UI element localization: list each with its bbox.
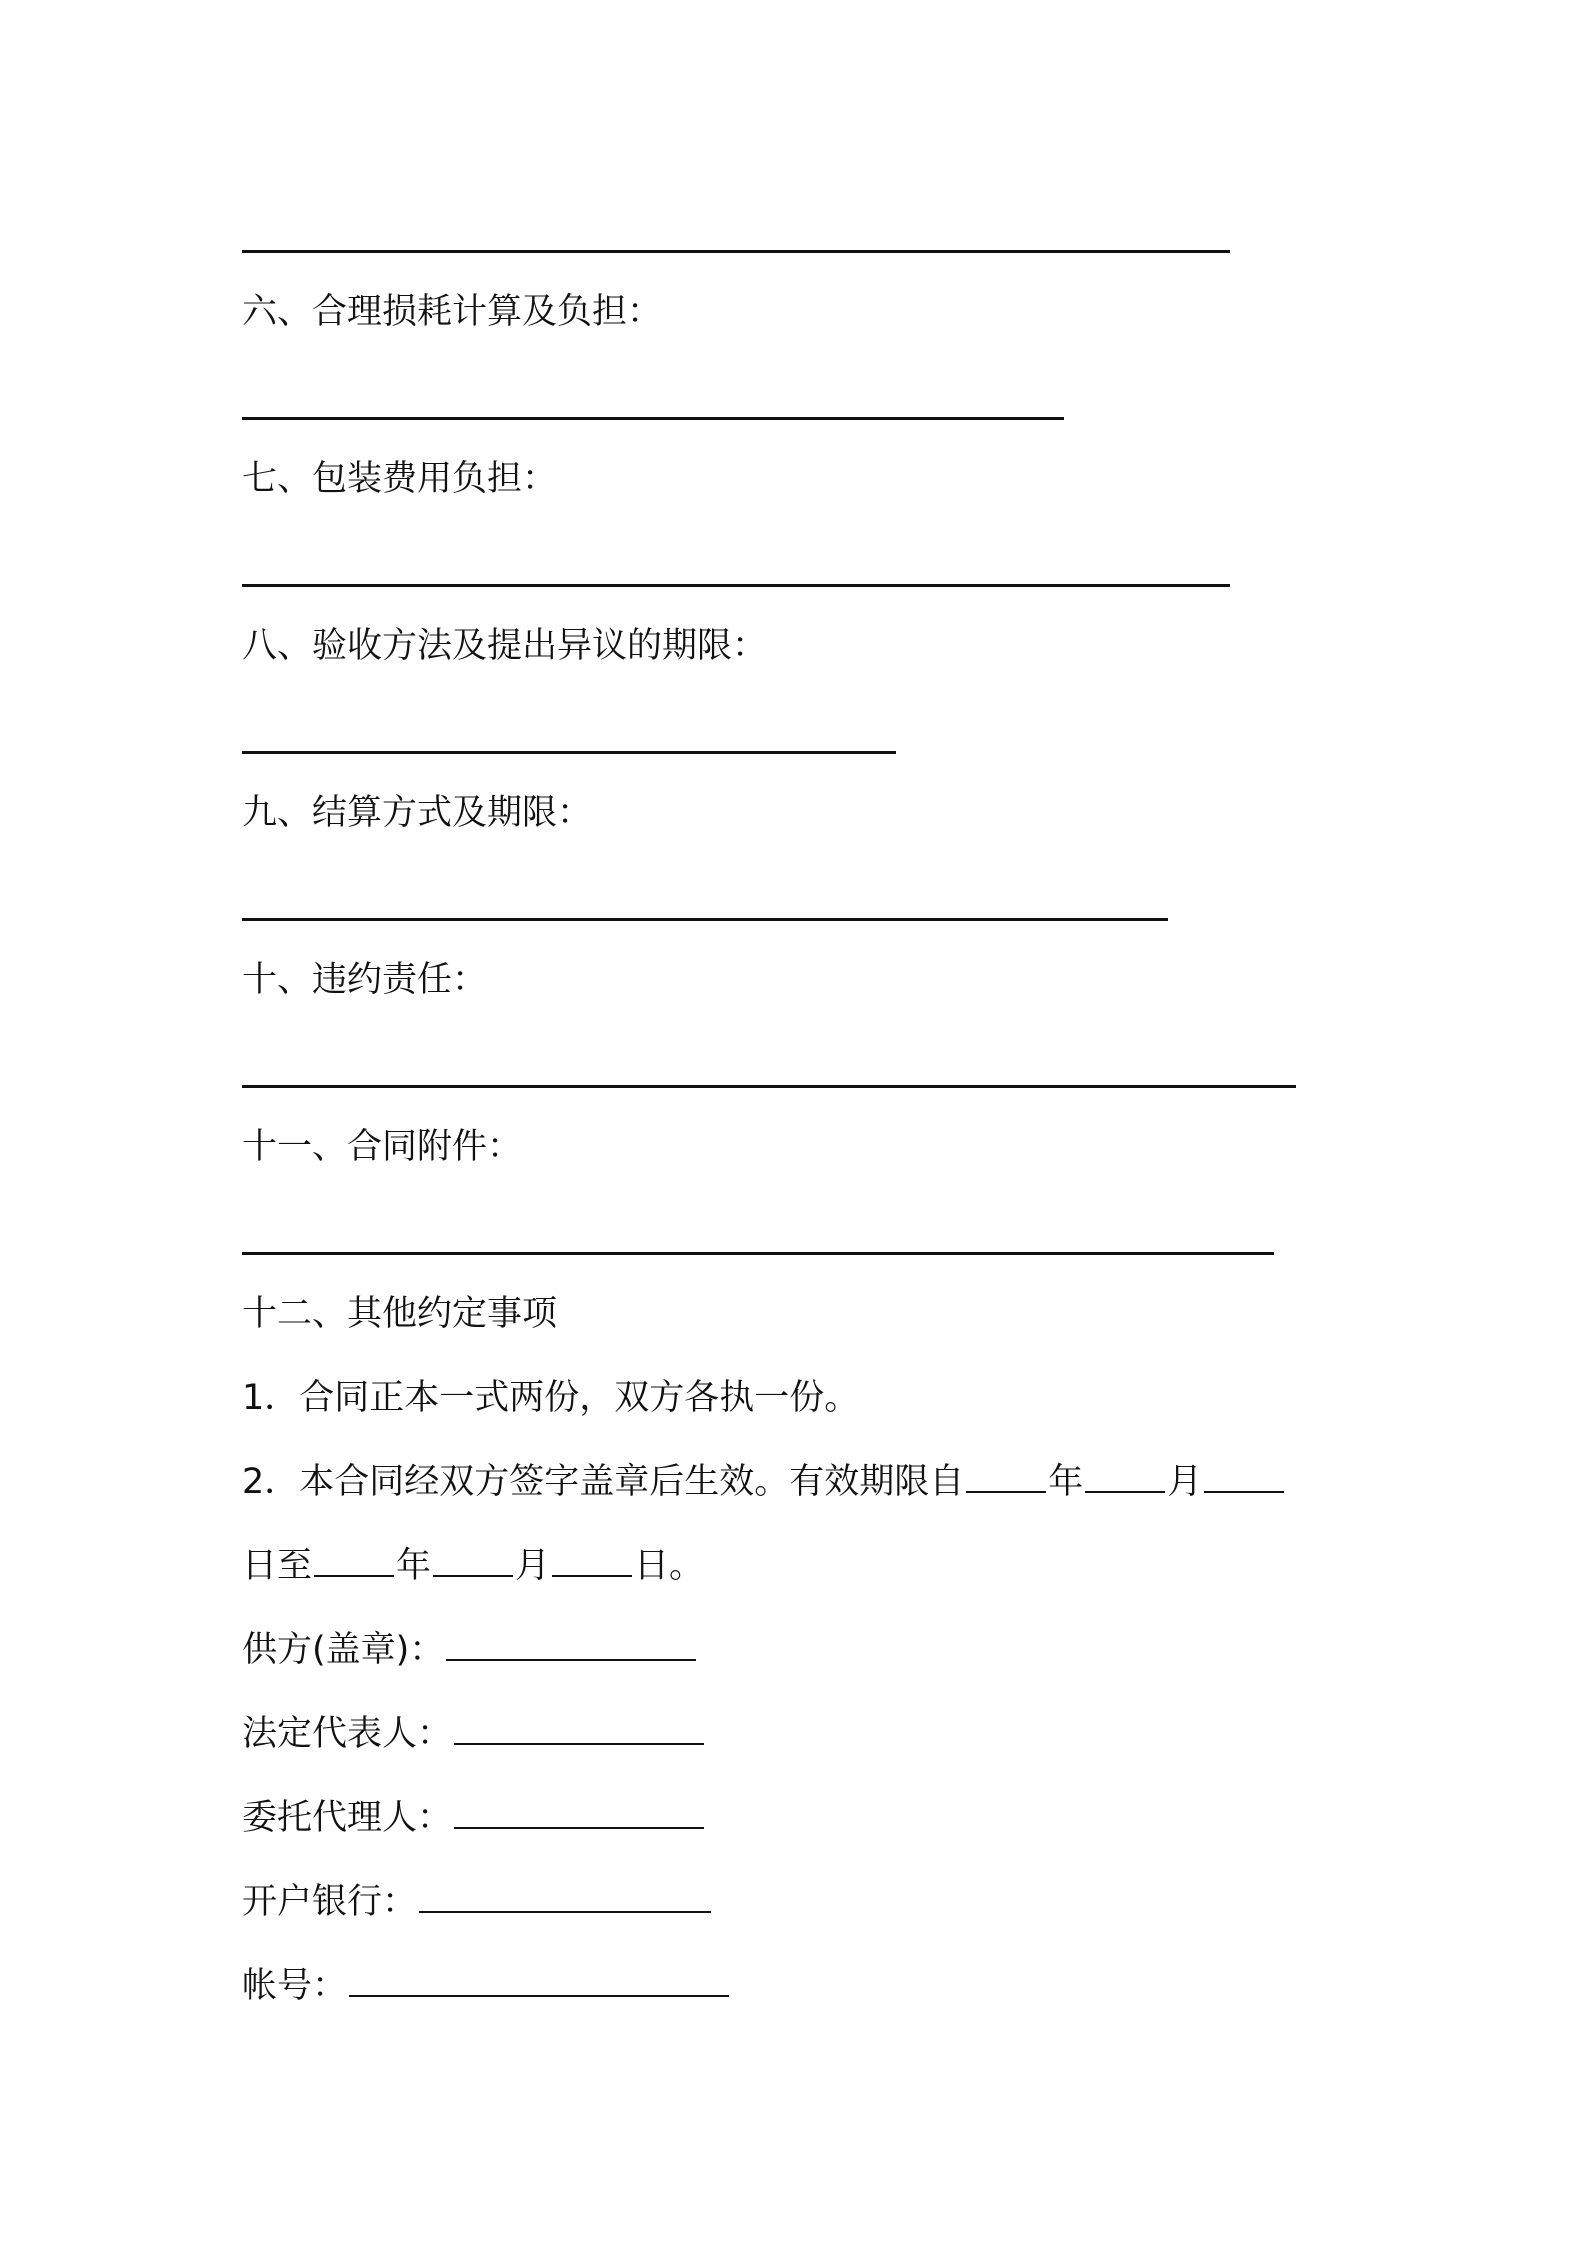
fill-line-6 (242, 417, 1064, 420)
clause-2-line-1 (242, 1458, 1286, 1506)
supplier-seal-label: 供方(盖章)： (242, 1630, 445, 1670)
section-heading-6: 六、合理损耗计算及负担： (242, 292, 663, 332)
fill-line-top (242, 250, 1230, 253)
section-heading-11: 十一、合同附件： (242, 1127, 523, 1167)
end-day-blank[interactable] (552, 1545, 632, 1577)
bank-row (242, 1878, 713, 1926)
clause-1: 1．合同正本一式两份，双方各执一份。 (242, 1378, 860, 1418)
legal-rep-label: 法定代表人： (242, 1714, 453, 1754)
bank-blank[interactable] (419, 1881, 711, 1913)
year-label: 年 (1048, 1462, 1084, 1502)
day-end-label: 日。 (634, 1546, 705, 1586)
fill-line-9 (242, 918, 1168, 921)
fill-line-7 (242, 584, 1230, 587)
end-month-blank[interactable] (433, 1545, 513, 1577)
section-heading-7: 七、包装费用负担： (242, 459, 558, 499)
supplier-seal-row (242, 1626, 698, 1674)
start-year-blank[interactable] (966, 1461, 1046, 1493)
section-heading-8: 八、验收方法及提出异议的期限： (242, 626, 768, 666)
account-row (242, 1962, 731, 2010)
agent-blank[interactable] (454, 1797, 704, 1829)
section-heading-12: 十二、其他约定事项 (242, 1294, 558, 1334)
clause-2-line-2 (242, 1542, 704, 1590)
clause-2-lead: 2．本合同经双方签字盖章后生效。有效期限自 (242, 1462, 965, 1502)
account-blank[interactable] (349, 1965, 729, 1997)
legal-rep-blank[interactable] (454, 1713, 704, 1745)
section-heading-10: 十、违约责任： (242, 960, 488, 1000)
start-day-blank[interactable] (1204, 1461, 1284, 1493)
account-label: 帐号： (242, 1966, 348, 2006)
bank-label: 开户银行： (242, 1882, 418, 1922)
fill-line-8 (242, 751, 896, 754)
end-year-label: 年 (396, 1546, 432, 1586)
agent-row (242, 1794, 706, 1842)
month-label: 月 (1167, 1462, 1203, 1502)
day-to-label: 日至 (242, 1546, 313, 1586)
section-heading-9: 九、结算方式及期限： (242, 793, 593, 833)
supplier-seal-blank[interactable] (446, 1629, 696, 1661)
start-month-blank[interactable] (1085, 1461, 1165, 1493)
end-month-label: 月 (515, 1546, 551, 1586)
fill-line-10 (242, 1085, 1296, 1088)
agent-label: 委托代理人： (242, 1798, 453, 1838)
legal-rep-row (242, 1710, 706, 1758)
fill-line-11 (242, 1252, 1274, 1255)
end-year-blank[interactable] (314, 1545, 394, 1577)
